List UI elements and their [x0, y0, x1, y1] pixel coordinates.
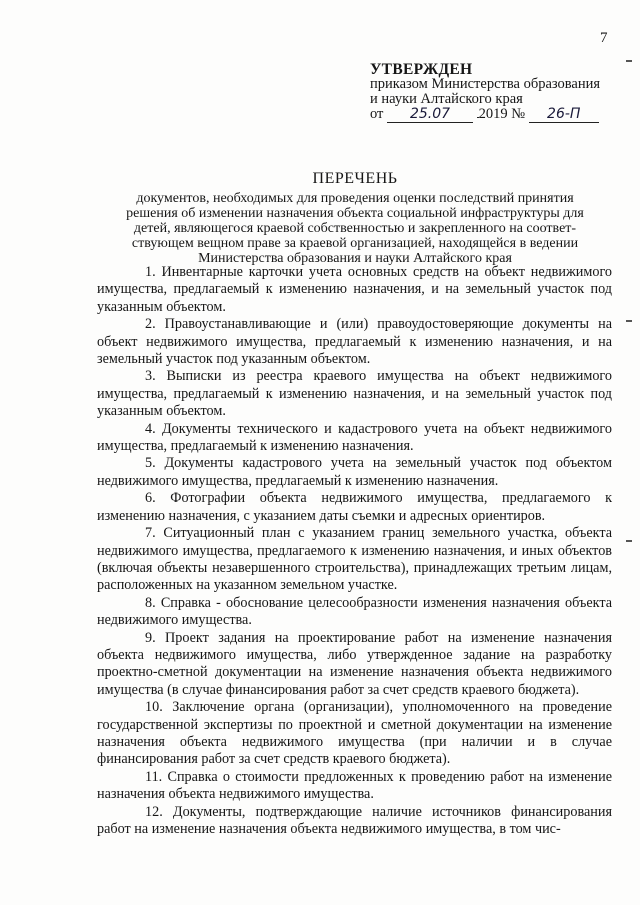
list-item: 9. Проект задания на проектирование работ на изменение назначения объекта недвижимого имущества, либо утвержденное задание на разработку проектно-сметной документации на изменение назначения объекта недвижимого имущества (в случае финансирования работ за счет средств краевого бюджета).	[97, 629, 612, 698]
list-item: 11. Справка о стоимости предложенных к проведению работ на изменение назначения объекта недвижимого имущества.	[97, 768, 612, 803]
approval-date-line	[370, 107, 620, 123]
list-item: 3. Выписки из реестра краевого имущества на объект недвижимого имущества, предлагаемый к изменению назначения, и на земельный участок под указанным объектом.	[97, 368, 612, 420]
subtitle-line: решения об изменении назначения объекта социальной инфраструктуры для	[126, 206, 584, 221]
heading-subtitle	[100, 191, 610, 266]
approval-number-sign: №	[511, 106, 526, 122]
subtitle-line: Министерства образования и науки Алтайского края	[198, 251, 512, 266]
document-heading	[100, 170, 610, 266]
list-item: 7. Ситуационный план с указанием границ земельного участка, объекта недвижимого имущества, предлагаемого к изменению назначения, и иных объектов (включая объекты незавершенного строительства), принадлежащих третьим лицам, расположенных на указанном земельном участке.	[97, 525, 612, 594]
approval-line-2: и науки Алтайского края	[370, 91, 523, 107]
subtitle-line: детей, являющегося краевой собственностью и закрепленного на соответ-	[133, 221, 577, 236]
subtitle-line: документов, необходимых для проведения оценки последствий принятия	[136, 191, 574, 206]
approval-from: от	[370, 106, 384, 122]
scan-mark	[626, 320, 632, 322]
approval-stamp	[370, 62, 620, 123]
approval-title: УТВЕРЖДЕН	[370, 61, 473, 78]
approval-number: 26-П	[529, 107, 599, 123]
approval-date: 25.07	[387, 107, 473, 123]
list-item: 1. Инвентарные карточки учета основных средств на объект недвижимого имущества, предлагаемый к изменению назначения, и на земельный участок под указанным объектом.	[97, 264, 612, 315]
page-number: 7	[600, 30, 608, 46]
list-item: 4. Документы технического и кадастрового учета на объект недвижимого имущества, предлагаемый к изменению назначения.	[97, 420, 612, 455]
scan-mark	[626, 60, 632, 62]
list-item: 5. Документы кадастрового учета на земельный участок под объектом недвижимого имущества, предлагаемый к изменению назначения.	[97, 455, 612, 489]
list-item: 10. Заключение органа (организации), уполномоченного на проведение государственной экспертизы по проектной и сметной документации на изменение назначения объекта недвижимого имущества (при наличии и в случае финансирования работ за счет средств краевого бюджета).	[97, 699, 612, 768]
heading-title: ПЕРЕЧЕНЬ	[312, 170, 398, 187]
approval-line-1: приказом Министерства образования	[370, 76, 601, 92]
list-item: 12. Документы, подтверждающие наличие источников финансирования работ на изменение назначения объекта недвижимого имущества, в том чис-	[97, 803, 612, 837]
list-item: 8. Справка - обоснование целесообразности изменения назначения объекта недвижимого имущества.	[97, 594, 612, 629]
list-item: 2. Правоустанавливающие и (или) правоудостоверяющие документы на объект недвижимого имущества, предлагаемый к изменению назначения, и на земельный участок под указанным объектом.	[97, 316, 612, 368]
approval-year: 2019	[478, 106, 508, 122]
document-list	[97, 264, 612, 838]
list-item: 6. Фотографии объекта недвижимого имущества, предлагаемого к изменению назначения, с указанием даты съемки и адресных ориентиров.	[97, 490, 612, 524]
subtitle-line: ствующем вещном праве за краевой организацией, находящейся в ведении	[131, 236, 579, 251]
scan-mark	[626, 540, 632, 542]
